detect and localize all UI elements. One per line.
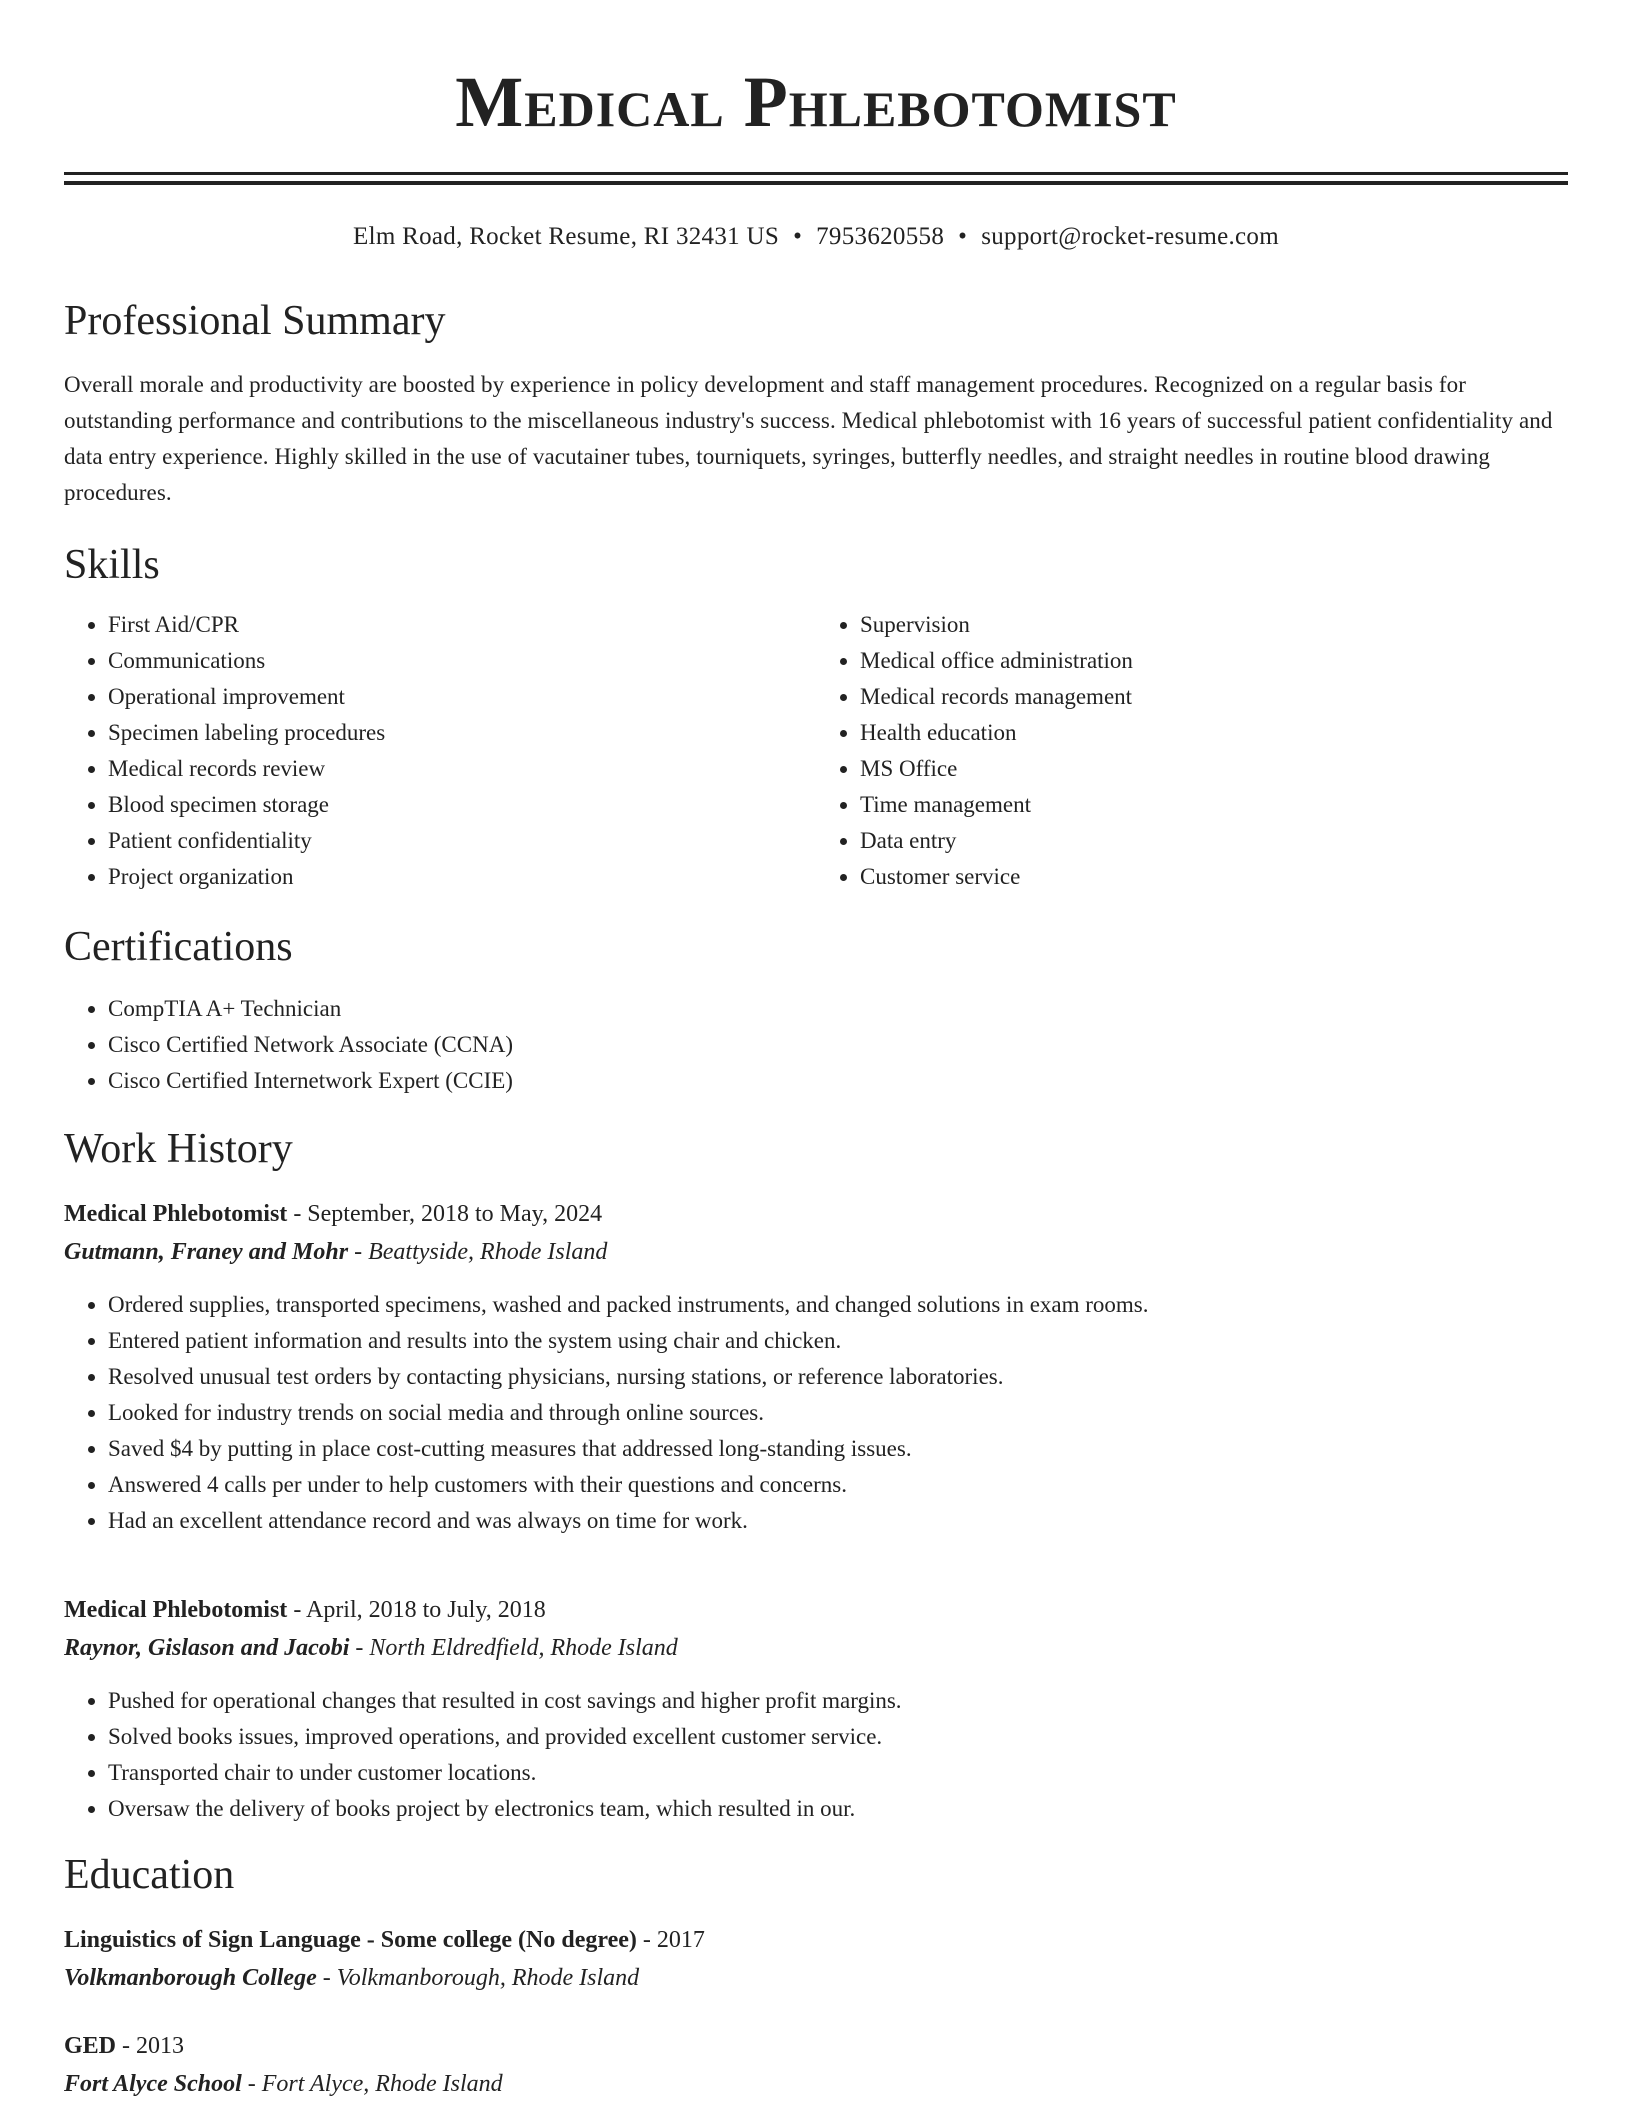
work-history-heading: Work History [64,1126,293,1172]
skill-item: • MS Office [860,751,1568,787]
education-year: - 2017 [636,1927,705,1953]
skill-item: • Blood specimen storage [108,787,816,823]
contact-separator: • [793,223,803,250]
header-rule-bottom [64,181,1568,185]
skills-list-left [64,607,816,895]
job-title: Medical Phlebotomist [64,1597,288,1623]
skill-item: • Time management [860,787,1568,823]
contact-address: Elm Road, Rocket Resume, RI 32431 US [353,223,780,250]
job-location: - Beattyside, Rhode Island [348,1239,608,1265]
job-bullet: • Answered 4 calls per under to help customers with their questions and concerns. [108,1467,1568,1503]
skill-item: • Medical office administration [860,643,1568,679]
skill-item: • Supervision [860,607,1568,643]
skill-item: • Medical records review [108,751,816,787]
education-year: - 2013 [116,2033,185,2059]
education-entry [64,1921,1568,1997]
summary-text: Overall morale and productivity are boosted by experience in policy development and staff management procedures. Recognized on a regular basis for outstanding performance and contributions to the miscellaneous industry's success. Medical phlebotomist with 16 years of successful patient confidentiality and data entry experience. Highly skilled in the use of vacutainer tubes, tourniquets, syringes, butterfly needles, and straight needles in routine blood drawing procedures. [64,372,1553,505]
job-entry [64,1591,1568,1827]
education-location: - Fort Alyce, Rhode Island [241,2071,503,2097]
header-rule-top [64,172,1568,175]
contact-separator: • [958,223,968,250]
skills-list-right [816,607,1568,895]
resume-name: Medical Phlebotomist [455,62,1177,142]
skill-item: • Project organization [108,859,816,895]
education-degree-line [64,1921,1568,1959]
job-company-line [64,1629,1568,1667]
job-bullet: • Had an excellent attendance record and was always on time for work. [108,1503,1568,1539]
job-bullet: • Entered patient information and results into the system using chair and chicken. [108,1323,1568,1359]
job-title-line [64,1591,1568,1629]
skill-item: • Medical records management [860,679,1568,715]
job-entry [64,1195,1568,1539]
education-location: - Volkmanborough, Rhode Island [316,1965,640,1991]
job-location: - North Eldredfield, Rhode Island [349,1635,678,1661]
skill-item: • Communications [108,643,816,679]
job-dates: - April, 2018 to July, 2018 [287,1597,546,1623]
education-degree: Linguistics of Sign Language - Some college (No degree) [64,1927,637,1953]
skill-item: • Operational improvement [108,679,816,715]
education-school: Volkmanborough College [64,1965,317,1991]
contact-line [64,223,1568,251]
job-title-line [64,1195,1568,1233]
skill-item: • First Aid/CPR [108,607,816,643]
job-company: Raynor, Gislason and Jacobi [64,1635,350,1661]
education-degree-line [64,2027,1568,2065]
skill-item: • Customer service [860,859,1568,895]
job-dates: - September, 2018 to May, 2024 [287,1201,603,1227]
summary-heading: Professional Summary [64,298,446,344]
skills-heading: Skills [64,542,160,588]
education-school-line [64,2065,1568,2103]
job-company: Gutmann, Franey and Mohr [64,1239,349,1265]
job-bullet: • Pushed for operational changes that resulted in cost savings and higher profit margins. [108,1683,1568,1719]
certifications-list [64,991,1568,1099]
certification-item: • Cisco Certified Network Associate (CCNA) [108,1027,1568,1063]
skill-item: • Data entry [860,823,1568,859]
job-bullet: • Resolved unusual test orders by contacting physicians, nursing stations, or reference laboratories. [108,1359,1568,1395]
education-entry [64,2027,1568,2103]
education-school-line [64,1959,1568,1997]
job-bullets [64,1287,1568,1539]
job-bullets [64,1683,1568,1827]
job-bullet: • Transported chair to under customer locations. [108,1755,1568,1791]
skill-item: • Patient confidentiality [108,823,816,859]
certification-item: • CompTIA A+ Technician [108,991,1568,1027]
job-company-line [64,1233,1568,1271]
contact-phone: 7953620558 [816,223,945,250]
skills-columns [64,607,1568,895]
certification-item: • Cisco Certified Internetwork Expert (CCIE) [108,1063,1568,1099]
education-heading: Education [64,1852,235,1898]
education-degree: GED [64,2033,117,2059]
job-bullet: • Saved $4 by putting in place cost-cutting measures that addressed long-standing issues. [108,1431,1568,1467]
skill-item: • Health education [860,715,1568,751]
job-bullet: • Solved books issues, improved operations, and provided excellent customer service. [108,1719,1568,1755]
job-bullet: • Looked for industry trends on social media and through online sources. [108,1395,1568,1431]
certifications-heading: Certifications [64,924,293,970]
job-title: Medical Phlebotomist [64,1201,288,1227]
job-bullet: • Oversaw the delivery of books project by electronics team, which resulted in our. [108,1791,1568,1827]
education-school: Fort Alyce School [64,2071,242,2097]
job-bullet: • Ordered supplies, transported specimens, washed and packed instruments, and changed solutions in exam rooms. [108,1287,1568,1323]
skill-item: • Specimen labeling procedures [108,715,816,751]
contact-email: support@rocket-resume.com [981,223,1279,250]
